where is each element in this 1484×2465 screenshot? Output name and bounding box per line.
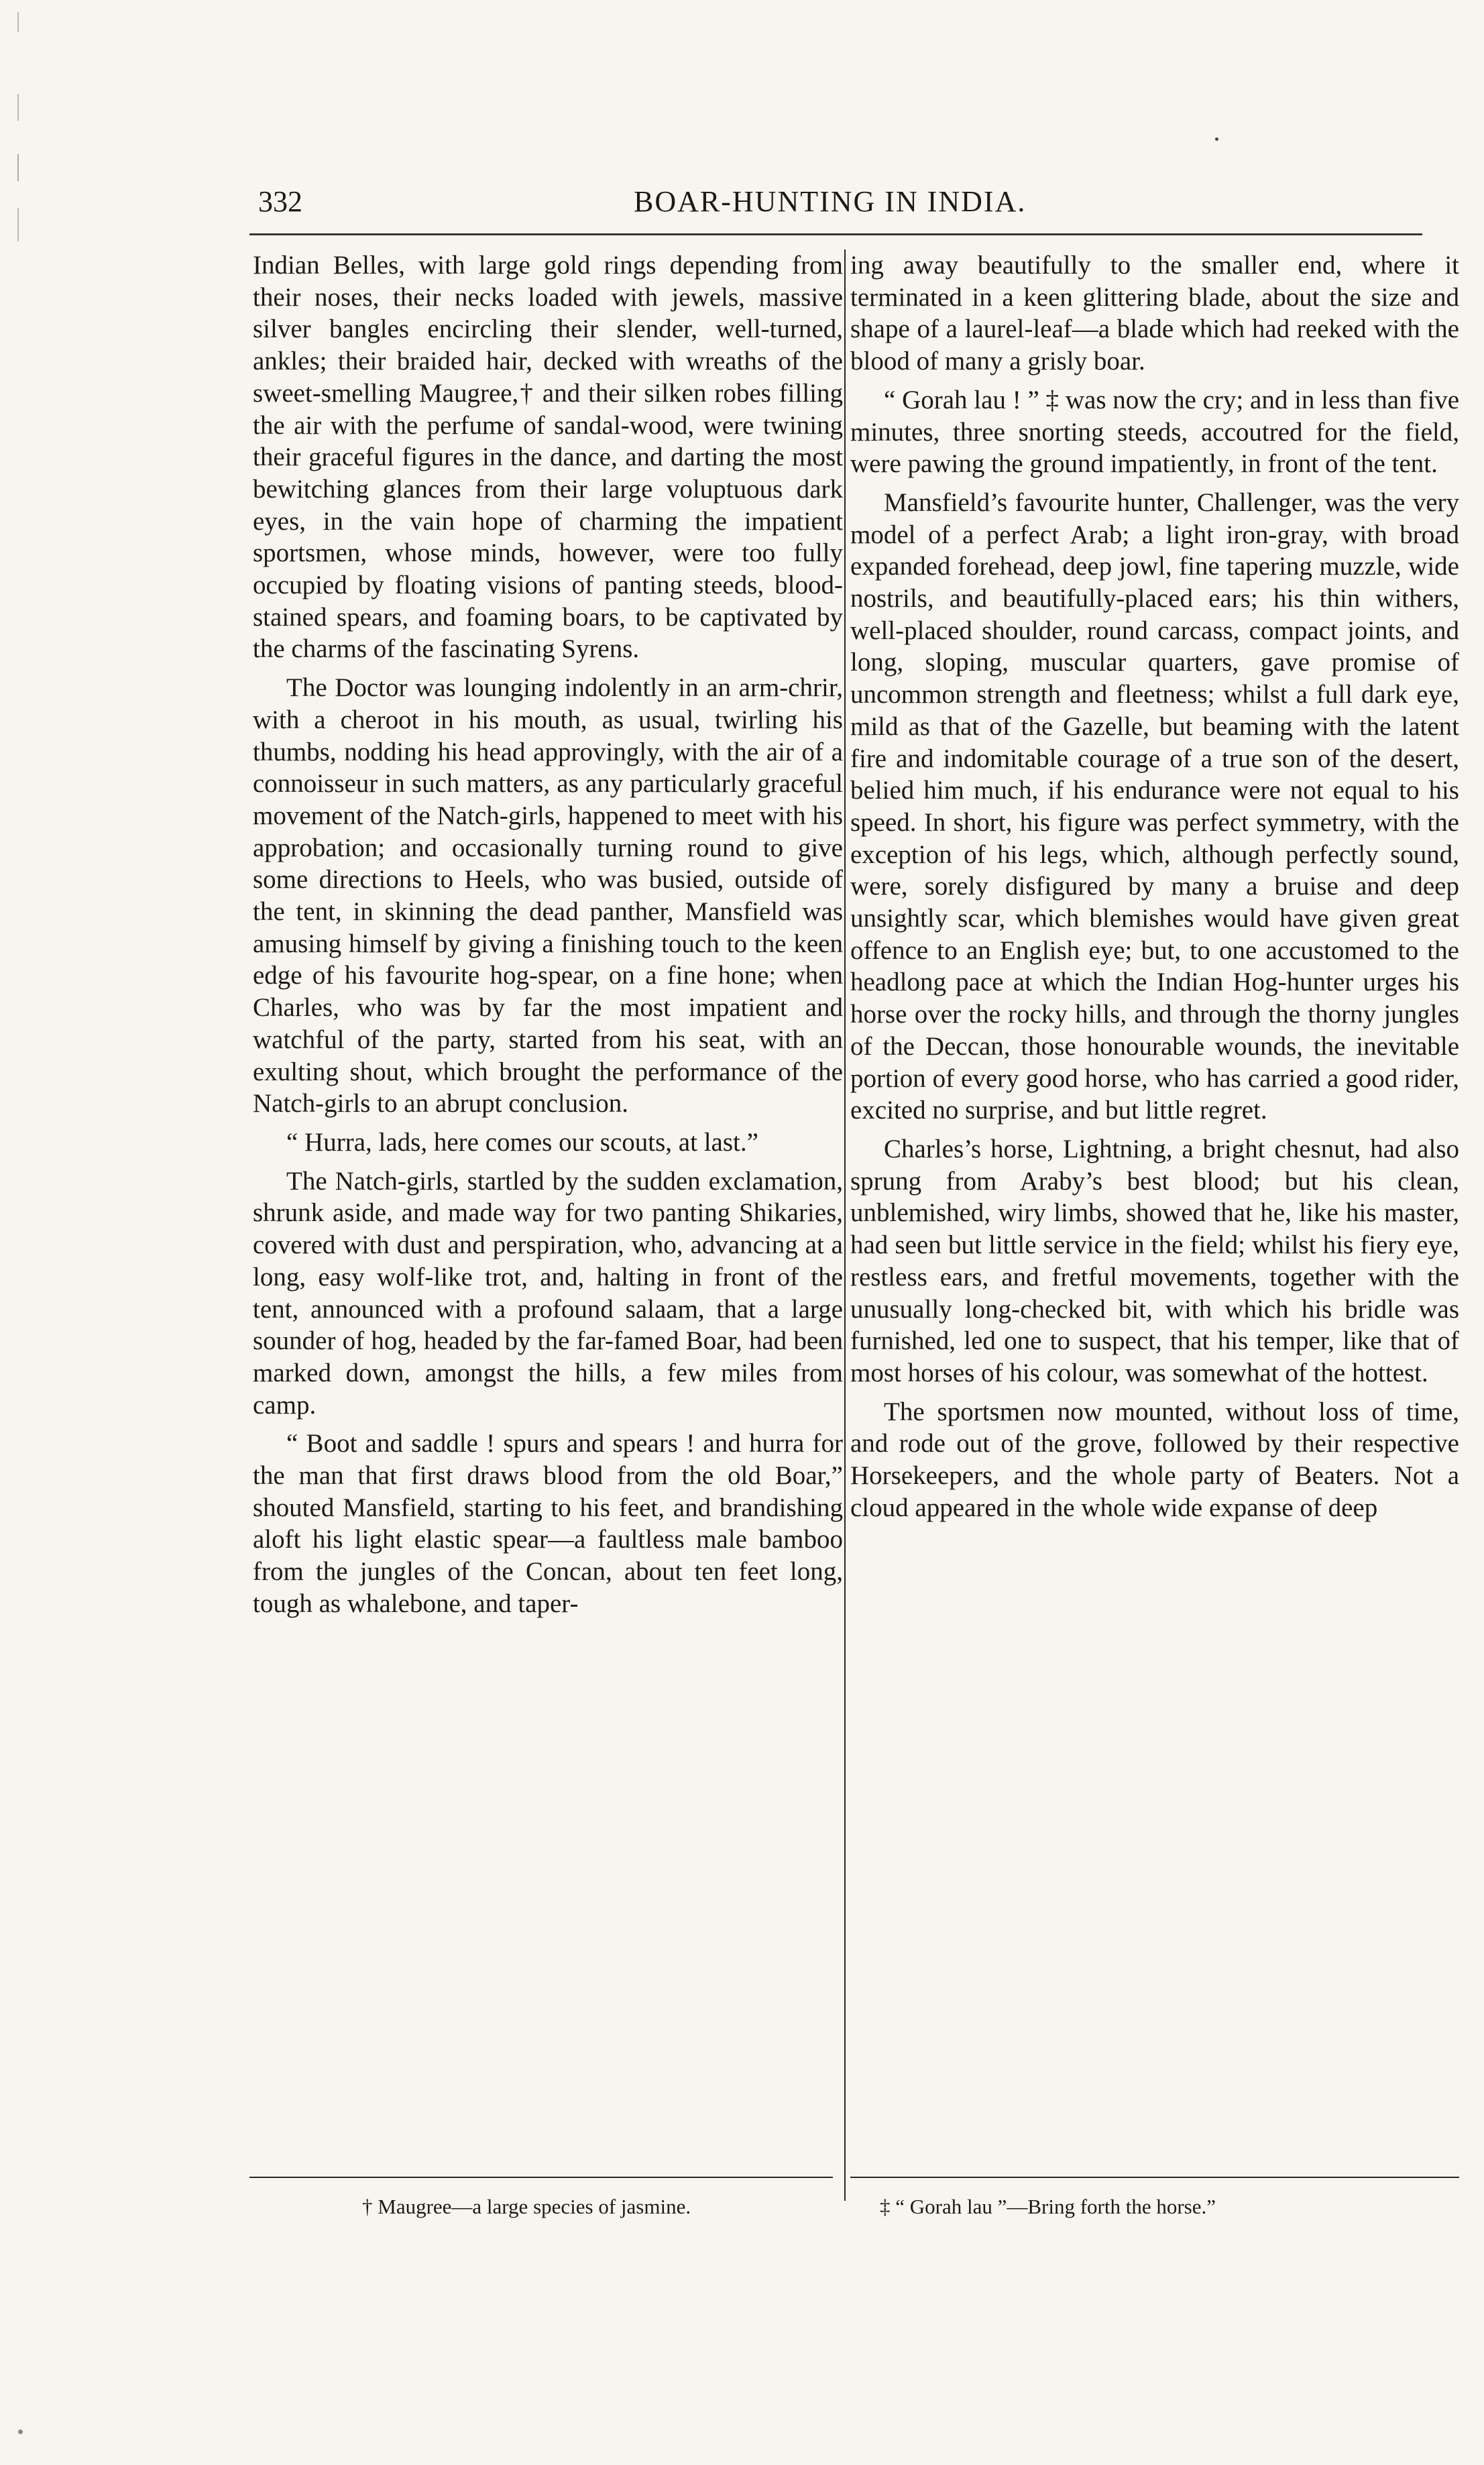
paragraph: “ Gorah lau ! ” ‡ was now the cry; and in less than five minutes, three snorting steeds, accoutred for the field, were pawing the ground impatiently, in front of the tent. [850,385,1459,479]
footnote-rule-right [850,2177,1459,2178]
running-title: BOAR-HUNTING IN INDIA. [634,185,1027,218]
page-header [258,184,1420,225]
paragraph: The Doctor was lounging indolently in an arm-chrir, with a cheroot in his mouth, as usual, twirling his thumbs, nodding his head approvingly, with the air of a connoisseur in such matters, as any particularly graceful movement of the Natch-girls, happened to meet with his approbation; and occasionally turning round to give some directions to Heels, who was busied, outside of the tent, in skinning the dead panther, Mansfield was amusing himself by giving a finishing touch to the keen edge of his favourite hog-spear, on a fine hone; when Charles, who was by far the most impatient and watchful of the party, started from his seat, with an exulting shout, which brought the performance of the Natch-girls to an abrupt conclusion. [253,673,843,1119]
header-rule [249,233,1422,235]
footnote-right: ‡ “ Gorah lau ”—Bring forth the horse.” [880,2195,1216,2218]
edge-speck [18,2429,23,2434]
paragraph: ing away beautifully to the smaller end, where it terminated in a keen glittering blade, about the size and shape of a laurel-leaf—a blade which had reeked with the blood of many a grisly boar. [850,251,1459,376]
footnote-rule-left [249,2177,833,2178]
paragraph: “ Boot and saddle ! spurs and spears ! and hurra for the man that first draws blood from the old Boar,” shouted Mansfield, starting to his feet, and brandishing aloft his light elastic spear—a faultless male bamboo from the jungles of the Concan, about ten feet long, tough as whalebone, and taper- [253,1429,843,1618]
ink-speck [1215,137,1218,141]
paragraph: Mansfield’s favourite hunter, Challenger, was the very model of a perfect Arab; a light iron-gray, with broad expanded forehead, deep jowl, fine tapering muzzle, wide nostrils, and beautifully-placed ears; his thin withers, well-placed shoulder, round carcass, compact joints, and long, sloping, muscular quarters, gave promise of uncommon strength and fleetness; whilst a full dark eye, mild as that of the Gazelle, but beaming with the latent fire and indomitable courage of a true son of the desert, belied him much, if his endurance were not equal to his speed. In short, his figure was perfect symmetry, with the exception of his legs, which, although perfectly sound, were, sorely disfigured by many a bruise and deep unsightly scar, which blemishes would have given great offence to an English eye; but, to one accustomed to the headlong pace at which the Indian Hog-hunter urges his horse over the rocky hills, and through the thorny jungles of the Deccan, those honourable wounds, the inevitable portion of every good horse, who has carried a good rider, excited no surprise, and but little regret. [850,488,1459,1125]
footnote-left: † Maugree—a large species of jasmine. [362,2195,691,2218]
right-column [850,249,1459,1530]
paragraph: Indian Belles, with large gold rings depending from their noses, their necks loaded with jewels, massive silver bangles encircling their slender, well-turned, ankles; their braided hair, decked with wreaths of the sweet-smelling Maugree,† and their silken robes filling the air with the perfume of sandal-wood, were twining their graceful figures in the dance, and darting the most bewitching glances from their large voluptuous dark eyes, in the vain hope of charming the impatient sportsmen, whose minds, however, were too fully occupied by floating visions of panting steeds, blood-stained spears, and foaming boars, to be captivated by the charms of the fascinating Syrens. [253,251,843,664]
scan-margin-marks [13,0,20,255]
left-column [253,249,843,1627]
paragraph: “ Hurra, lads, here comes our scouts, at last.” [286,1127,758,1157]
paragraph: The Natch-girls, startled by the sudden exclamation, shrunk aside, and made way for two panting Shikaries, covered with dust and perspiration, who, advancing at a long, easy wolf-like trot, and, halting in front of the tent, announced with a profound salaam, that a large sounder of hog, headed by the far-famed Boar, had been marked down, amongst the hills, a few miles from camp. [253,1166,843,1420]
paragraph: The sportsmen now mounted, without loss of time, and rode out of the grove, followed by their respective Horsekeepers, and the whole party of Beaters. Not a cloud appeared in the whole wide expanse of deep [850,1397,1459,1522]
paragraph: Charles’s horse, Lightning, a bright chesnut, had also sprung from Araby’s best blood; but his clean, unblemished, wiry limbs, showed that he, like his master, had seen but little service in the field; whilst his fiery eye, restless ears, and fretful movements, together with the unusually long-checked bit, with which his bridle was furnished, led one to suspect, that his temper, like that of most horses of his colour, was somewhat of the hottest. [850,1134,1459,1387]
column-divider [844,249,846,2201]
page-number: 332 [258,185,302,218]
